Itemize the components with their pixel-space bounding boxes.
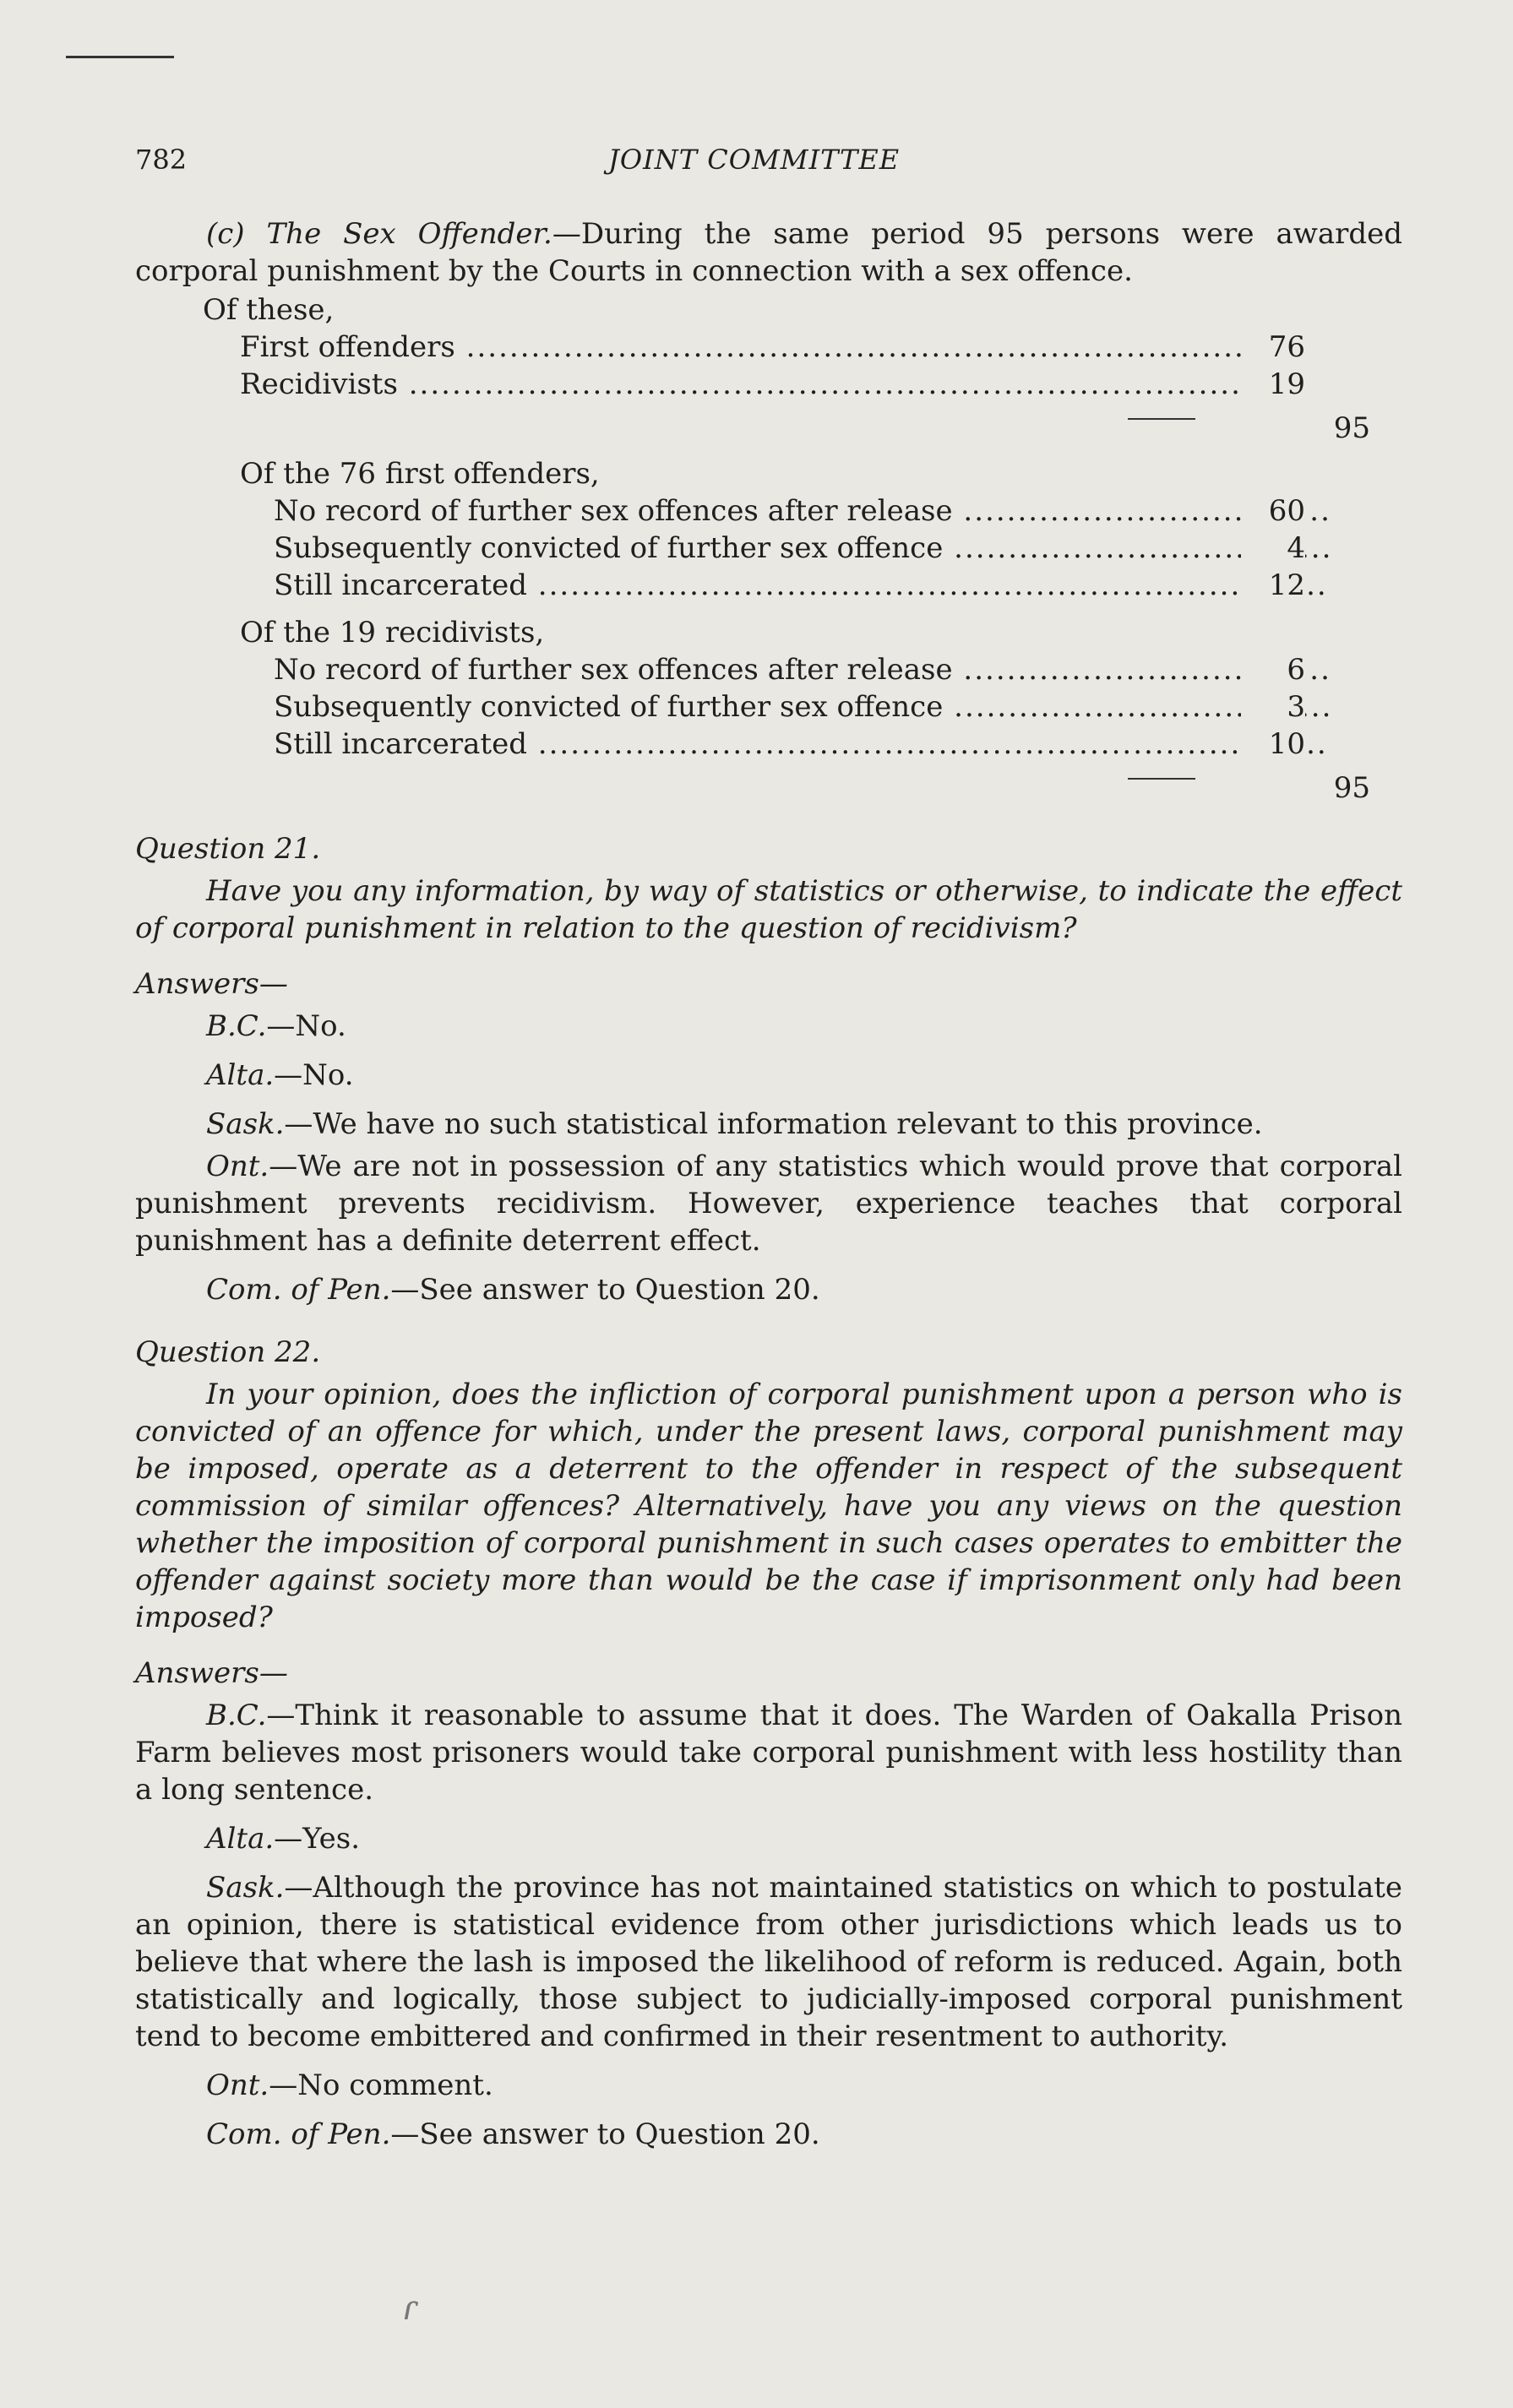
question-22-text: In your opinion, does the infliction of corporal punishment upon a person who is convicted of an offence for which, under the present laws, corporal punishment may be imposed, operate as a deterrent to the offender in respect of the subsequent commission of similar offences? Alternatively, have you any views on the question whether the imposition of corporal punishment in such cases operates to embitter the offender against society more than would be the case if imprisonment only had been imposed? (135, 1378, 1402, 1634)
answer-province: Sask. (206, 1107, 285, 1141)
row-label: First offenders ..... (240, 329, 1296, 366)
answer-sask (135, 1106, 1402, 1143)
row-value: 12 (1241, 567, 1305, 604)
total-row (135, 403, 1402, 447)
question-22-label: Question 22. (135, 1335, 321, 1369)
row-label: Still incarcerated ..... (274, 726, 1330, 763)
of-these-label: Of these, (203, 293, 335, 327)
row-value: 76 (1241, 329, 1305, 366)
total-value: 95 (1333, 771, 1370, 805)
row-value: 6 (1241, 651, 1305, 688)
top-rule (66, 56, 174, 58)
answer-province: Alta. (206, 1822, 275, 1856)
answer-text: —No comment. (269, 2068, 493, 2102)
answer-bc (135, 1697, 1402, 1808)
answers-label: Answers— (135, 1656, 288, 1690)
row-value: 10 (1241, 726, 1305, 763)
row-label: Still incarcerated ..... (274, 567, 1330, 604)
row-label: No record of further sex offences after release ..... (274, 651, 1330, 688)
table-row (274, 530, 1402, 567)
answer-text: —See answer to Question 20. (390, 1273, 820, 1307)
answer-province: Ont. (206, 1150, 269, 1183)
answer-province: Com. of Pen. (206, 1273, 391, 1307)
answer-text: —We have no such statistical information relevant to this province. (284, 1107, 1263, 1141)
sex-offender-paragraph (135, 215, 1402, 290)
row-value: 60 (1241, 492, 1305, 530)
answer-text: —Although the province has not maintained statistics on which to postulate an opinion, there is statistical evidence from other jurisdictions which leads us to believe that where the lash is imposed the likelihood of reform is reduced. Again, both statistically and logically, those subject to judicially-imposed corporal punishment tend to become embittered and confirmed in their resentment to authority. (135, 1871, 1402, 2053)
total-rule (1128, 418, 1195, 420)
table-row (274, 567, 1402, 604)
row-label: Subsequently convicted of further sex offence ..... (274, 688, 1330, 726)
total-rule (1128, 778, 1195, 780)
answer-com-pen (135, 1271, 1402, 1308)
total-row (135, 763, 1402, 807)
answer-text: —We are not in possession of any statistics which would prove that corporal punishment prevents recidivism. However, experience teaches that corporal punishment has a definite deterrent effect. (135, 1150, 1402, 1258)
table-row (274, 726, 1402, 763)
answer-text: —Yes. (274, 1822, 361, 1856)
answer-text: —Think it reasonable to assume that it does. The Warden of Oakalla Prison Farm believes most prisoners would take corporal punishment with less hostility than a long sentence. (135, 1699, 1402, 1807)
row-label: No record of further sex offences after release ..... (274, 492, 1330, 530)
answer-sask (135, 1869, 1402, 2055)
table-row (240, 329, 1402, 366)
answer-text: —No. (266, 1009, 346, 1043)
sex-offender-text: —During the same period 95 persons were awarded corporal punishment by the Courts in connection with a sex offence. (135, 217, 1402, 288)
answer-province: Alta. (206, 1058, 275, 1092)
row-value: 4 (1241, 530, 1305, 567)
page-body (135, 215, 1402, 2153)
page-number: 782 (135, 144, 188, 176)
answer-com-pen (135, 2116, 1402, 2153)
page-header (135, 144, 1402, 181)
row-value: 19 (1241, 366, 1305, 403)
answer-province: Ont. (206, 2068, 269, 2102)
answer-text: —See answer to Question 20. (390, 2117, 820, 2151)
table-row (274, 492, 1402, 530)
row-value: 3 (1241, 688, 1305, 726)
row-label: Recidivists ..... (240, 366, 1296, 403)
answer-alta (135, 1820, 1402, 1857)
answer-text: —No. (274, 1058, 354, 1092)
first-offenders-heading: Of the 76 first offenders, (240, 457, 600, 491)
table-row (240, 366, 1402, 403)
table-row (274, 688, 1402, 726)
total-value: 95 (1333, 411, 1370, 445)
question-21-text: Have you any information, by way of statistics or otherwise, to indicate the effect of corporal punishment in relation to the question of recidivism? (135, 874, 1402, 945)
question-21-label: Question 21. (135, 832, 321, 866)
sex-offender-heading: (c) The Sex Offender. (206, 217, 552, 251)
answer-province: B.C. (206, 1699, 267, 1732)
answer-province: Sask. (206, 1871, 285, 1905)
table-row (274, 651, 1402, 688)
answer-ont (135, 1148, 1402, 1259)
answer-bc (135, 1008, 1402, 1045)
answers-label: Answers— (135, 967, 288, 1001)
row-label: Subsequently convicted of further sex offence ..... (274, 530, 1330, 567)
pencil-mark: ɾ (402, 2289, 418, 2328)
answer-province: B.C. (206, 1009, 267, 1043)
answer-ont (135, 2067, 1402, 2104)
answer-alta (135, 1057, 1402, 1094)
recidivists-heading: Of the 19 recidivists, (240, 616, 545, 650)
answer-province: Com. of Pen. (206, 2117, 391, 2151)
running-head: JOINT COMMITTEE (608, 144, 901, 176)
